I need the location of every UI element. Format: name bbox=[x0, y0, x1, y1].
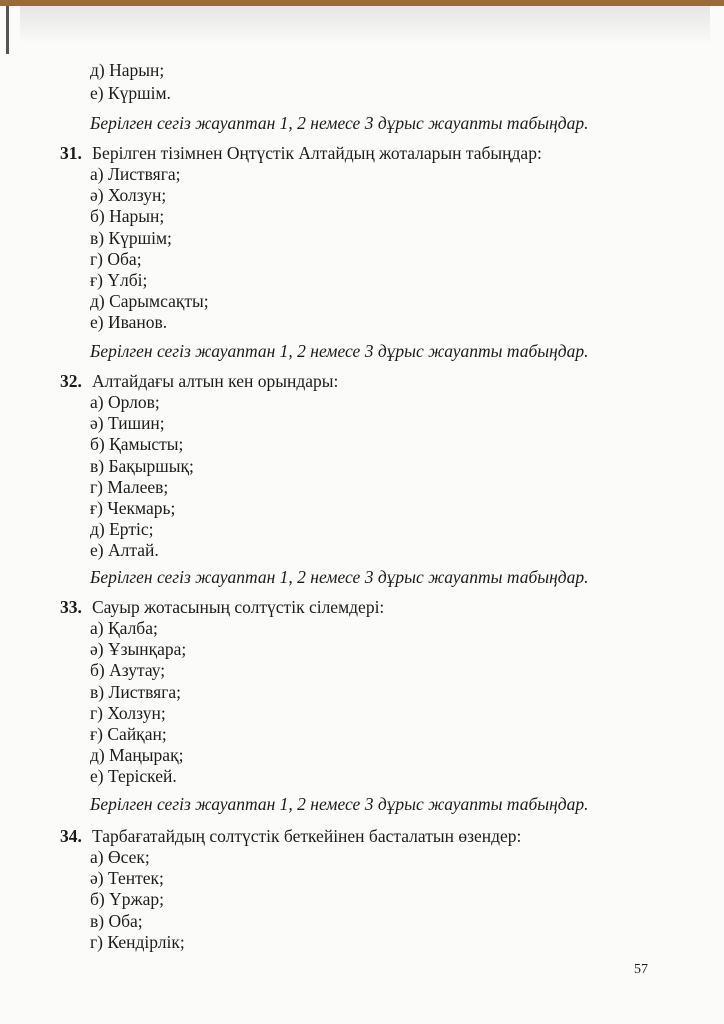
question-text: Сауыр жотасының солтүстік сілемдері: bbox=[92, 597, 385, 617]
option-item: д) Сарымсақты; bbox=[90, 291, 209, 312]
option-item: ғ) Сайқан; bbox=[90, 724, 167, 744]
option-item: в) Күршім; bbox=[90, 227, 172, 248]
question-text: Тарбағатайдың солтүстік беткейінен басталатын өзендер: bbox=[92, 826, 522, 846]
instruction-text: Берілген сегіз жауаптан 1, 2 немесе 3 дұрыс жауапты табыңдар. bbox=[90, 567, 589, 587]
option-item: д) Маңырақ; bbox=[90, 745, 184, 766]
option-item: г) Малеев; bbox=[90, 476, 169, 497]
question-number: 34. bbox=[60, 826, 82, 846]
option-item: г) Холзун; bbox=[90, 702, 166, 723]
option-item: д) Ертіс; bbox=[90, 519, 154, 540]
option-item: ә) Тентек; bbox=[90, 868, 164, 889]
option-item: ә) Ұзынқара; bbox=[90, 639, 187, 660]
question-text: Алтайдағы алтын кен орындары: bbox=[92, 371, 339, 391]
option-item: а) Орлов; bbox=[90, 392, 160, 412]
question-text: Берілген тізімнен Оңтүстік Алтайдың жоталарын табыңдар: bbox=[92, 143, 542, 163]
option-item: е) Терiскей. bbox=[90, 766, 177, 787]
option-item: в) Листвяга; bbox=[90, 681, 182, 702]
page-shadow bbox=[20, 6, 710, 44]
option-item: а) Өсек; bbox=[90, 847, 150, 867]
option-item: в) Бақыршық; bbox=[90, 455, 194, 476]
option-item: б) Нарын; bbox=[90, 206, 165, 227]
option-item: ә) Тишин; bbox=[90, 413, 165, 434]
option-item: в) Оба; bbox=[90, 910, 143, 931]
instruction-text: Берілген сегіз жауаптан 1, 2 немесе 3 дұрыс жауапты табыңдар. bbox=[90, 113, 589, 133]
option-item: г) Оба; bbox=[90, 248, 142, 269]
question-number: 31. bbox=[60, 143, 82, 163]
option-item: б) Үржар; bbox=[90, 889, 164, 910]
option-item: ғ) Чекмарь; bbox=[90, 498, 176, 518]
option-item: е) Алтай. bbox=[90, 540, 159, 561]
option-item: ә) Холзун; bbox=[90, 185, 167, 206]
instruction-text: Берілген сегіз жауаптан 1, 2 немесе 3 дұрыс жауапты табыңдар. bbox=[90, 794, 589, 814]
question-number: 32. bbox=[60, 371, 82, 391]
option-item: а) Қалба; bbox=[90, 618, 158, 638]
page-number: 57 bbox=[634, 962, 648, 977]
option-item: е) Иванов. bbox=[90, 312, 168, 333]
instruction-text: Берілген сегіз жауаптан 1, 2 немесе 3 дұрыс жауапты табыңдар. bbox=[90, 341, 589, 361]
option-item: д) Нарын; bbox=[90, 60, 165, 80]
option-item: е) Күршім. bbox=[90, 83, 171, 103]
question-number: 33. bbox=[60, 597, 82, 617]
option-item: б) Қамысты; bbox=[90, 434, 184, 455]
option-item: б) Азутау; bbox=[90, 660, 166, 681]
option-item: а) Листвяга; bbox=[90, 164, 181, 184]
option-item: ғ) Үлбі; bbox=[90, 270, 148, 290]
option-item: г) Кендірлік; bbox=[90, 931, 185, 952]
page-left-edge bbox=[6, 6, 9, 54]
